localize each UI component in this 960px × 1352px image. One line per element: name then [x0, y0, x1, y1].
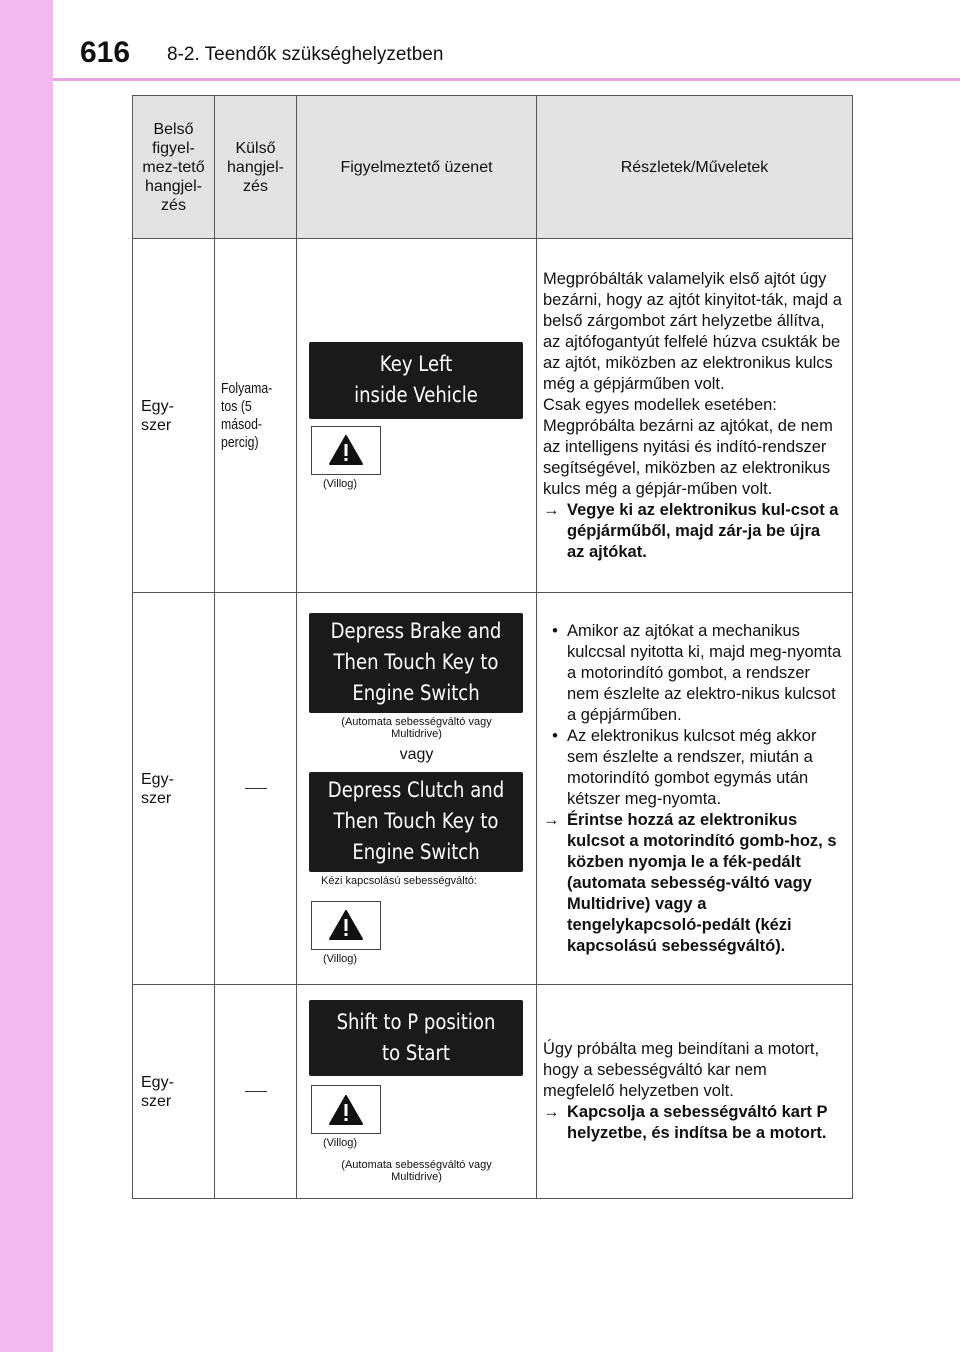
- message-display: Shift to P position to Start: [309, 1000, 523, 1076]
- message-display: Key Left inside Vehicle: [309, 342, 523, 419]
- header-indoor-buzzer: Belső figyel-mez-tető hangjel-zés: [133, 96, 215, 239]
- message-display: Depress Clutch and Then Touch Key to Engine Switch: [309, 772, 523, 872]
- indoor-buzzer-cell: Egy-szer: [133, 239, 215, 593]
- table-row: [133, 985, 853, 1199]
- transmission-caption: (Automata sebességváltó vagy Multidrive): [341, 715, 492, 740]
- none-dash: [245, 788, 267, 789]
- transmission-caption: (Automata sebességváltó vagy Multidrive): [341, 1159, 492, 1183]
- indoor-buzzer-cell: Egy-szer: [133, 985, 215, 1199]
- table-row: [133, 593, 853, 985]
- outdoor-buzzer-cell: Folyama-tos (5 másod-percig): [215, 239, 297, 593]
- indoor-buzzer-cell: Egy-szer: [133, 593, 215, 985]
- page-number: 616: [80, 36, 131, 69]
- message-display: Depress Brake and Then Touch Key to Engine Switch: [309, 613, 523, 713]
- header-outdoor-buzzer: Külső hangjel-zés: [215, 96, 297, 239]
- none-dash: [245, 1091, 267, 1092]
- transmission-caption: Kézi kapcsolású sebességváltó:: [321, 874, 477, 887]
- details-cell: Megpróbálták valamelyik első ajtót úgy bezárni, hogy az ajtót kinyitot-ták, majd a belső zárgombot zárt helyzetbe állítva, az ajtófogantyút felfelé húzva csukták be az ajtót, miközben az elektronikus kulcs még a gépjárműben volt. Csak egyes modellek esetében: Megpróbálta bezárni az ajtókat, de nem az intelligens nyitási és indító-rendszer segítségével, miközben az elektronikus kulcs még a gépjár-műben volt. → Vegye ki az elektronikus kul-csot a gépjárműből, majd zár-ja be újra az ajtókat.: [537, 239, 853, 593]
- table-row: [133, 239, 853, 593]
- outdoor-buzzer-cell: [215, 985, 297, 1199]
- warning-table: [132, 95, 853, 1199]
- table-header-row: [133, 96, 853, 239]
- list-item: • Amikor az ajtókat a mechanikus kulccsal nyitotta ki, majd meg-nyomta a motorindító gombot, a rendszer nem észlelte az elektro-nikus kulcsot a gépjárműben.: [552, 621, 842, 724]
- header-rule: [53, 78, 960, 81]
- warning-triangle-icon: [311, 1085, 381, 1134]
- warning-message-cell: [297, 985, 537, 1199]
- or-text: vagy: [399, 745, 434, 763]
- list-item: • Az elektronikus kulcsot még akkor sem észlelte a rendszer, miután a motorindító gombot egymás után kétszer meg-nyomta.: [552, 726, 817, 808]
- details-cell: Úgy próbálta meg beindítani a motort, hogy a sebességváltó kar nem megfelelő helyzetben volt. → Kapcsolja a sebességváltó kart P helyzetbe, és indítsa be a motort.: [537, 985, 853, 1199]
- action-text: → Kapcsolja a sebességváltó kart P helyzetbe, és indítsa be a motort.: [543, 1103, 828, 1142]
- blink-label: (Villog): [323, 477, 358, 490]
- outdoor-buzzer-cell: [215, 593, 297, 985]
- details-cell: [537, 593, 853, 985]
- header-warning-message: Figyelmeztető üzenet: [297, 96, 537, 239]
- action-text: → Vegye ki az elektronikus kul-csot a gépjárműből, majd zár-ja be újra az ajtókat.: [543, 500, 839, 561]
- header-details: Részletek/Műveletek: [537, 96, 853, 239]
- blink-label: (Villog): [323, 1137, 358, 1149]
- warning-triangle-icon: [311, 901, 381, 950]
- section-title: 8-2. Teendők szükséghelyzetben: [167, 44, 444, 65]
- blink-label: (Villog): [323, 952, 358, 965]
- action-text: → Érintse hozzá az elektronikus kulcsot a motorindító gomb-hoz, s közben nyomja le a fék-pedált (automata sebesség-váltó vagy Multidrive) vagy a tengelykapcsoló-pedált (kézi kapcsolású sebességváltó).: [543, 810, 837, 955]
- warning-message-cell: [297, 593, 537, 985]
- warning-message-cell: [297, 239, 537, 593]
- warning-triangle-icon: [311, 426, 381, 475]
- side-color-strip: [0, 0, 53, 1352]
